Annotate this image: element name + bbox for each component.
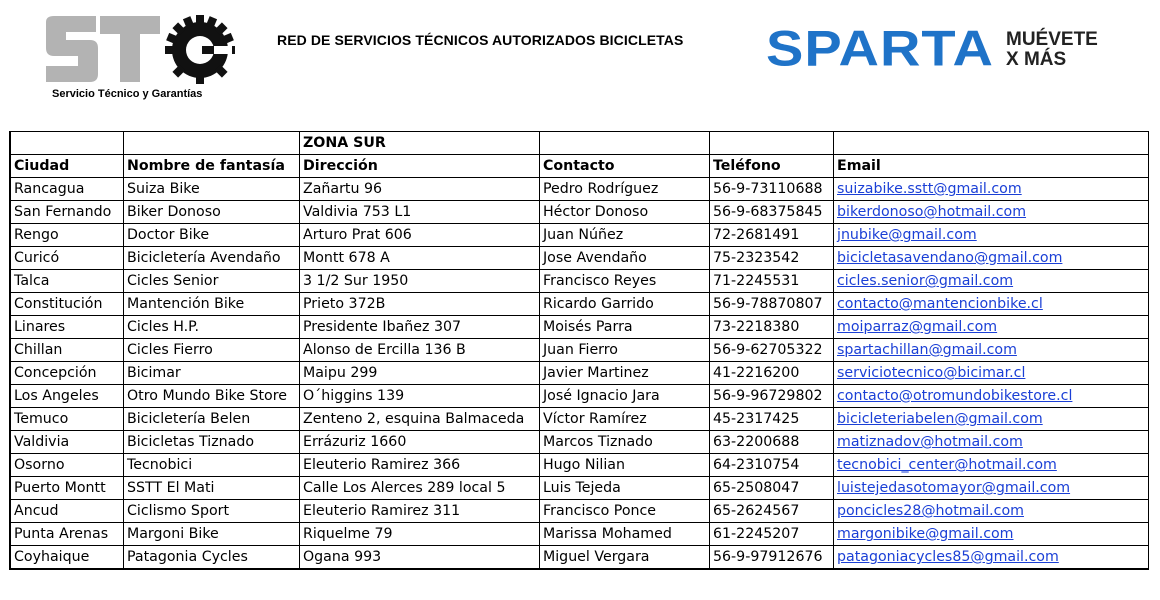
city-cell: Talca: [10, 270, 124, 293]
city-cell: Los Angeles: [10, 385, 124, 408]
email-link[interactable]: bicicleteriabelen@gmail.com: [837, 411, 1043, 427]
email-link[interactable]: poncicles28@hotmail.com: [837, 503, 1024, 519]
contact-cell: Luis Tejeda: [540, 477, 710, 500]
store-name-cell: Cicles H.P.: [124, 316, 300, 339]
table-row: [10, 523, 1149, 546]
city-cell: Linares: [10, 316, 124, 339]
column-header-direccion: Dirección: [300, 155, 540, 178]
city-cell: Ancud: [10, 500, 124, 523]
sparta-tagline: [1006, 30, 1098, 70]
stg-logo-graphic: [40, 14, 240, 84]
store-name-cell: Mantención Bike: [124, 293, 300, 316]
address-cell: Eleuterio Ramirez 311: [300, 500, 540, 523]
email-link[interactable]: serviciotecnico@bicimar.cl: [837, 365, 1026, 381]
city-cell: Osorno: [10, 454, 124, 477]
store-name-cell: Margoni Bike: [124, 523, 300, 546]
zone-row: [10, 132, 1149, 155]
email-cell: [834, 178, 1149, 201]
zone-label: ZONA SUR: [300, 132, 540, 155]
email-cell: [834, 316, 1149, 339]
table-row: [10, 431, 1149, 454]
phone-cell: 41-2216200: [710, 362, 834, 385]
email-cell: [834, 293, 1149, 316]
phone-cell: 56-9-73110688: [710, 178, 834, 201]
city-cell: Chillan: [10, 339, 124, 362]
store-name-cell: Patagonia Cycles: [124, 546, 300, 570]
table-row: [10, 178, 1149, 201]
phone-cell: 61-2245207: [710, 523, 834, 546]
zone-empty-cell: [124, 132, 300, 155]
table-row: [10, 293, 1149, 316]
sparta-tagline-line-1: MUÉVETE: [1006, 29, 1098, 50]
email-link[interactable]: matiznadov@hotmail.com: [837, 434, 1023, 450]
zone-empty-cell: [540, 132, 710, 155]
city-cell: Punta Arenas: [10, 523, 124, 546]
address-cell: 3 1/2 Sur 1950: [300, 270, 540, 293]
address-cell: Prieto 372B: [300, 293, 540, 316]
stg-logo: [40, 14, 240, 106]
table-row: [10, 454, 1149, 477]
contact-cell: Javier Martinez: [540, 362, 710, 385]
email-link[interactable]: bikerdonoso@hotmail.com: [837, 204, 1027, 220]
dealer-table: [9, 131, 1149, 570]
contact-cell: Marcos Tiznado: [540, 431, 710, 454]
contact-cell: Pedro Rodríguez: [540, 178, 710, 201]
zone-empty-cell: [710, 132, 834, 155]
column-header-contacto: Contacto: [540, 155, 710, 178]
store-name-cell: Bicicletas Tiznado: [124, 431, 300, 454]
table-row: [10, 546, 1149, 570]
email-cell: [834, 477, 1149, 500]
store-name-cell: SSTT El Mati: [124, 477, 300, 500]
contact-cell: Juan Fierro: [540, 339, 710, 362]
table-row: [10, 247, 1149, 270]
sparta-tagline-line-2: X MÁS: [1006, 49, 1067, 70]
email-link[interactable]: contacto@otromundobikestore.cl: [837, 388, 1073, 404]
column-header-ciudad: Ciudad: [10, 155, 124, 178]
sparta-logo: [766, 19, 1126, 82]
email-link[interactable]: contacto@mantencionbike.cl: [837, 296, 1043, 312]
phone-cell: 63-2200688: [710, 431, 834, 454]
store-name-cell: Bicimar: [124, 362, 300, 385]
email-cell: [834, 270, 1149, 293]
email-link[interactable]: spartachillan@gmail.com: [837, 342, 1017, 358]
address-cell: Ogana 993: [300, 546, 540, 570]
address-cell: Zañartu 96: [300, 178, 540, 201]
contact-cell: Miguel Vergara: [540, 546, 710, 570]
document-title: RED DE SERVICIOS TÉCNICOS AUTORIZADOS BICICLETAS: [277, 32, 684, 48]
address-cell: Arturo Prat 606: [300, 224, 540, 247]
contact-cell: Marissa Mohamed: [540, 523, 710, 546]
table-row: [10, 201, 1149, 224]
email-cell: [834, 224, 1149, 247]
email-cell: [834, 523, 1149, 546]
phone-cell: 64-2310754: [710, 454, 834, 477]
email-cell: [834, 201, 1149, 224]
store-name-cell: Doctor Bike: [124, 224, 300, 247]
table-row: [10, 408, 1149, 431]
address-cell: Riquelme 79: [300, 523, 540, 546]
email-link[interactable]: bicicletasavendano@gmail.com: [837, 250, 1063, 266]
zone-empty-cell: [10, 132, 124, 155]
table-row: [10, 385, 1149, 408]
email-cell: [834, 385, 1149, 408]
email-cell: [834, 247, 1149, 270]
phone-cell: 45-2317425: [710, 408, 834, 431]
contact-cell: Moisés Parra: [540, 316, 710, 339]
table-row: [10, 500, 1149, 523]
phone-cell: 56-9-97912676: [710, 546, 834, 570]
contact-cell: Víctor Ramírez: [540, 408, 710, 431]
city-cell: Puerto Montt: [10, 477, 124, 500]
address-cell: Calle Los Alerces 289 local 5: [300, 477, 540, 500]
contact-cell: Héctor Donoso: [540, 201, 710, 224]
contact-cell: Ricardo Garrido: [540, 293, 710, 316]
contact-cell: José Ignacio Jara: [540, 385, 710, 408]
table-row: [10, 339, 1149, 362]
contact-cell: Hugo Nilian: [540, 454, 710, 477]
store-name-cell: Bicicletería Avendaño: [124, 247, 300, 270]
table-row: [10, 316, 1149, 339]
store-name-cell: Ciclismo Sport: [124, 500, 300, 523]
email-link[interactable]: suizabike.sstt@gmail.com: [837, 181, 1022, 197]
email-cell: [834, 431, 1149, 454]
email-link[interactable]: tecnobici_center@hotmail.com: [837, 457, 1057, 473]
city-cell: Constitución: [10, 293, 124, 316]
stg-caption: Servicio Técnico y Garantías: [52, 88, 203, 100]
table-row: [10, 477, 1149, 500]
email-cell: [834, 408, 1149, 431]
email-cell: [834, 546, 1149, 570]
address-cell: Maipu 299: [300, 362, 540, 385]
email-link[interactable]: luistejedasotomayor@gmail.com: [837, 480, 1071, 496]
phone-cell: 56-9-78870807: [710, 293, 834, 316]
city-cell: Rancagua: [10, 178, 124, 201]
header-row: [10, 155, 1149, 178]
email-link[interactable]: patagoniacycles85@gmail.com: [837, 549, 1059, 565]
phone-cell: 73-2218380: [710, 316, 834, 339]
address-cell: Alonso de Ercilla 136 B: [300, 339, 540, 362]
store-name-cell: Tecnobici: [124, 454, 300, 477]
email-cell: [834, 500, 1149, 523]
city-cell: Rengo: [10, 224, 124, 247]
table-row: [10, 224, 1149, 247]
phone-cell: 56-9-62705322: [710, 339, 834, 362]
phone-cell: 65-2508047: [710, 477, 834, 500]
email-link[interactable]: moiparraz@gmail.com: [837, 319, 998, 335]
address-cell: Eleuterio Ramirez 366: [300, 454, 540, 477]
address-cell: O´higgins 139: [300, 385, 540, 408]
phone-cell: 75-2323542: [710, 247, 834, 270]
email-cell: [834, 362, 1149, 385]
contact-cell: Francisco Reyes: [540, 270, 710, 293]
store-name-cell: Bicicletería Belen: [124, 408, 300, 431]
column-header-nombre: Nombre de fantasía: [124, 155, 300, 178]
table-row: [10, 270, 1149, 293]
city-cell: Curicó: [10, 247, 124, 270]
address-cell: Errázuriz 1660: [300, 431, 540, 454]
city-cell: Valdivia: [10, 431, 124, 454]
contact-cell: Juan Núñez: [540, 224, 710, 247]
table-row: [10, 362, 1149, 385]
email-cell: [834, 339, 1149, 362]
column-header-email: Email: [834, 155, 1149, 178]
address-cell: Montt 678 A: [300, 247, 540, 270]
store-name-cell: Biker Donoso: [124, 201, 300, 224]
phone-cell: 72-2681491: [710, 224, 834, 247]
email-link[interactable]: margonibike@gmail.com: [837, 526, 1014, 542]
store-name-cell: Otro Mundo Bike Store: [124, 385, 300, 408]
contact-cell: Francisco Ponce: [540, 500, 710, 523]
email-cell: [834, 454, 1149, 477]
contact-cell: Jose Avendaño: [540, 247, 710, 270]
zone-empty-cell: [834, 132, 1149, 155]
address-cell: Presidente Ibañez 307: [300, 316, 540, 339]
city-cell: Coyhaique: [10, 546, 124, 570]
store-name-cell: Cicles Fierro: [124, 339, 300, 362]
city-cell: San Fernando: [10, 201, 124, 224]
email-link[interactable]: jnubike@gmail.com: [837, 227, 977, 243]
phone-cell: 65-2624567: [710, 500, 834, 523]
sparta-brand-text: SPARTA: [766, 19, 994, 77]
store-name-cell: Suiza Bike: [124, 178, 300, 201]
phone-cell: 56-9-68375845: [710, 201, 834, 224]
address-cell: Valdivia 753 L1: [300, 201, 540, 224]
email-link[interactable]: cicles.senior@gmail.com: [837, 273, 1014, 289]
city-cell: Concepción: [10, 362, 124, 385]
phone-cell: 71-2245531: [710, 270, 834, 293]
store-name-cell: Cicles Senior: [124, 270, 300, 293]
city-cell: Temuco: [10, 408, 124, 431]
phone-cell: 56-9-96729802: [710, 385, 834, 408]
address-cell: Zenteno 2, esquina Balmaceda: [300, 408, 540, 431]
column-header-telefono: Teléfono: [710, 155, 834, 178]
